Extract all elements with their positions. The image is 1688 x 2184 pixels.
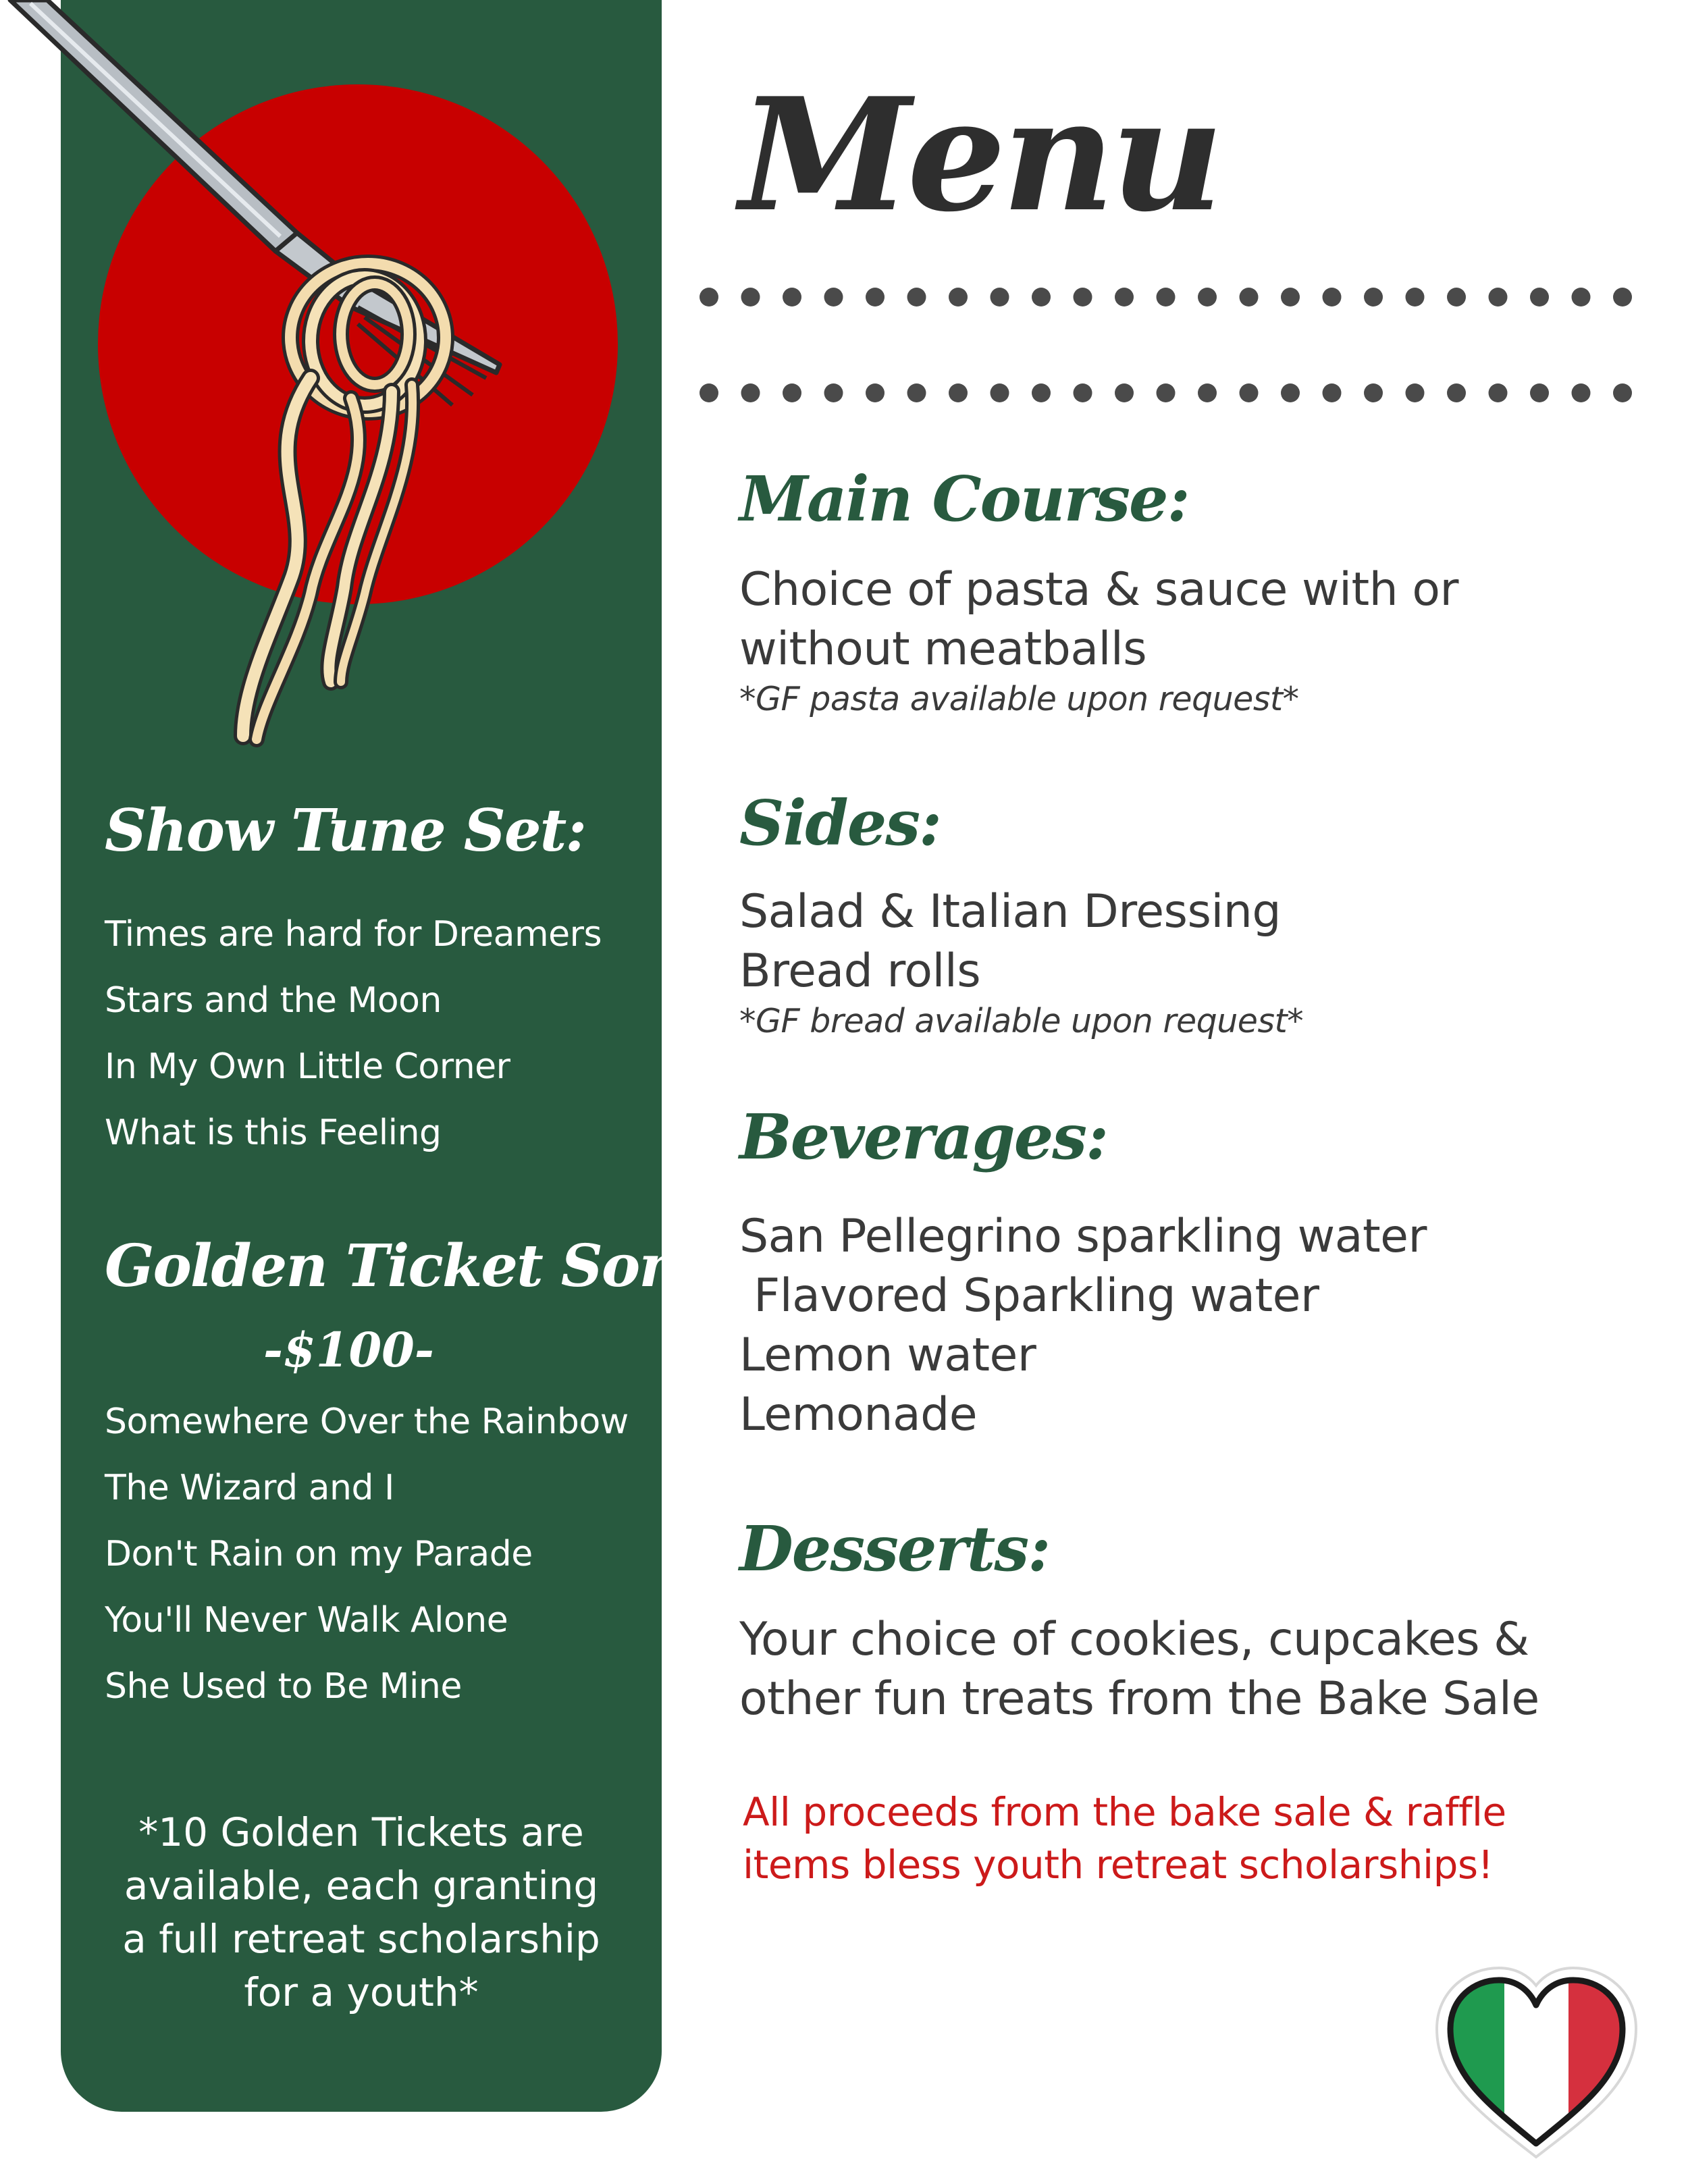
divider-dot <box>1323 383 1342 402</box>
note-line: for a youth* <box>244 1969 479 2015</box>
golden-ticket-price: -$100- <box>263 1322 434 1378</box>
list-item: In My Own Little Corner <box>105 1046 510 1087</box>
divider-dot <box>1323 288 1342 307</box>
divider-dot <box>1074 383 1092 402</box>
divider-dot <box>1115 383 1134 402</box>
divider-dot <box>1364 288 1383 307</box>
list-item: You'll Never Walk Alone <box>105 1600 508 1641</box>
italian-flag-heart-icon <box>1430 1961 1643 2164</box>
show-tune-list <box>105 901 602 1166</box>
divider-dot <box>1613 383 1632 402</box>
note-line: a full retreat scholarship <box>122 1916 600 1962</box>
dotted-divider-bottom <box>695 379 1654 406</box>
divider-dot <box>1530 383 1549 402</box>
divider-dot <box>1198 288 1217 307</box>
divider-dot <box>1406 383 1425 402</box>
golden-ticket-heading: Golden Ticket Songs: <box>105 1232 771 1300</box>
spaghetti-fork-illustration <box>0 0 662 763</box>
divider-dot <box>991 383 1009 402</box>
golden-ticket-note <box>88 1806 635 2019</box>
divider-dot <box>949 383 968 402</box>
divider-dot <box>1406 288 1425 307</box>
divider-dot <box>866 383 885 402</box>
list-item: Lemonade <box>739 1388 978 1441</box>
divider-dot <box>1364 383 1383 402</box>
list-item: Times are hard for Dreamers <box>105 914 602 955</box>
divider-dot <box>700 383 718 402</box>
divider-dot <box>1489 383 1508 402</box>
dotted-divider-top <box>695 284 1654 311</box>
proceeds-line: items bless youth retreat scholarships! <box>743 1842 1494 1888</box>
note-line: available, each granting <box>124 1863 599 1909</box>
divider-dot <box>907 288 926 307</box>
list-item: Don't Rain on my Parade <box>105 1534 533 1574</box>
divider-dot <box>1281 383 1300 402</box>
list-item: What is this Feeling <box>105 1113 442 1153</box>
show-tune-heading: Show Tune Set: <box>105 797 586 865</box>
main-course-list <box>739 560 1458 720</box>
list-item: Bread rolls <box>739 944 981 998</box>
divider-dot <box>866 288 885 307</box>
divider-dot <box>783 288 801 307</box>
list-item: The Wizard and I <box>105 1468 394 1508</box>
sides-heading: Sides: <box>739 787 941 859</box>
beverages-list <box>739 1207 1427 1445</box>
divider-dot <box>949 288 968 307</box>
divider-dot <box>1074 288 1092 307</box>
gf-note: *GF pasta available upon request* <box>739 680 1299 718</box>
list-item: Stars and the Moon <box>105 980 442 1021</box>
list-item: She Used to Be Mine <box>105 1666 462 1707</box>
divider-dot <box>1157 383 1176 402</box>
divider-dot <box>1240 288 1259 307</box>
divider-dot <box>1447 383 1466 402</box>
gf-note: *GF bread available upon request* <box>739 1002 1304 1040</box>
divider-dot <box>1281 288 1300 307</box>
list-item: Flavored Sparkling water <box>739 1269 1319 1323</box>
list-item: Your choice of cookies, cupcakes & <box>739 1613 1529 1666</box>
divider-dot <box>1115 288 1134 307</box>
divider-dot <box>741 288 760 307</box>
divider-dot <box>1240 383 1259 402</box>
note-line: *10 Golden Tickets are <box>138 1809 584 1855</box>
proceeds-line: All proceeds from the bake sale & raffle <box>743 1789 1506 1835</box>
divider-dot <box>1572 288 1591 307</box>
divider-dot <box>1613 288 1632 307</box>
desserts-list <box>739 1610 1539 1729</box>
golden-ticket-list <box>105 1389 629 1720</box>
divider-dot <box>1489 288 1508 307</box>
divider-dot <box>741 383 760 402</box>
list-item: San Pellegrino sparkling water <box>739 1210 1427 1263</box>
divider-dot <box>991 288 1009 307</box>
divider-dot <box>1572 383 1591 402</box>
divider-dot <box>1530 288 1549 307</box>
divider-dot <box>1198 383 1217 402</box>
menu-title: Menu <box>739 64 1220 246</box>
list-item: without meatballs <box>739 622 1147 676</box>
main-course-heading: Main Course: <box>739 462 1189 535</box>
divider-dot <box>1032 383 1051 402</box>
divider-dot <box>1032 288 1051 307</box>
desserts-heading: Desserts: <box>739 1512 1050 1585</box>
divider-dot <box>700 288 718 307</box>
proceeds-note <box>743 1786 1506 1891</box>
list-item: Lemon water <box>739 1329 1036 1382</box>
list-item: other fun treats from the Bake Sale <box>739 1672 1539 1726</box>
divider-dot <box>907 383 926 402</box>
divider-dot <box>1157 288 1176 307</box>
list-item: Somewhere Over the Rainbow <box>105 1402 629 1442</box>
sides-list <box>739 882 1303 1042</box>
divider-dot <box>824 383 843 402</box>
list-item: Salad & Italian Dressing <box>739 885 1282 938</box>
divider-dot <box>783 383 801 402</box>
beverages-heading: Beverages: <box>739 1100 1107 1173</box>
list-item: Choice of pasta & sauce with or <box>739 563 1458 616</box>
divider-dot <box>824 288 843 307</box>
divider-dot <box>1447 288 1466 307</box>
